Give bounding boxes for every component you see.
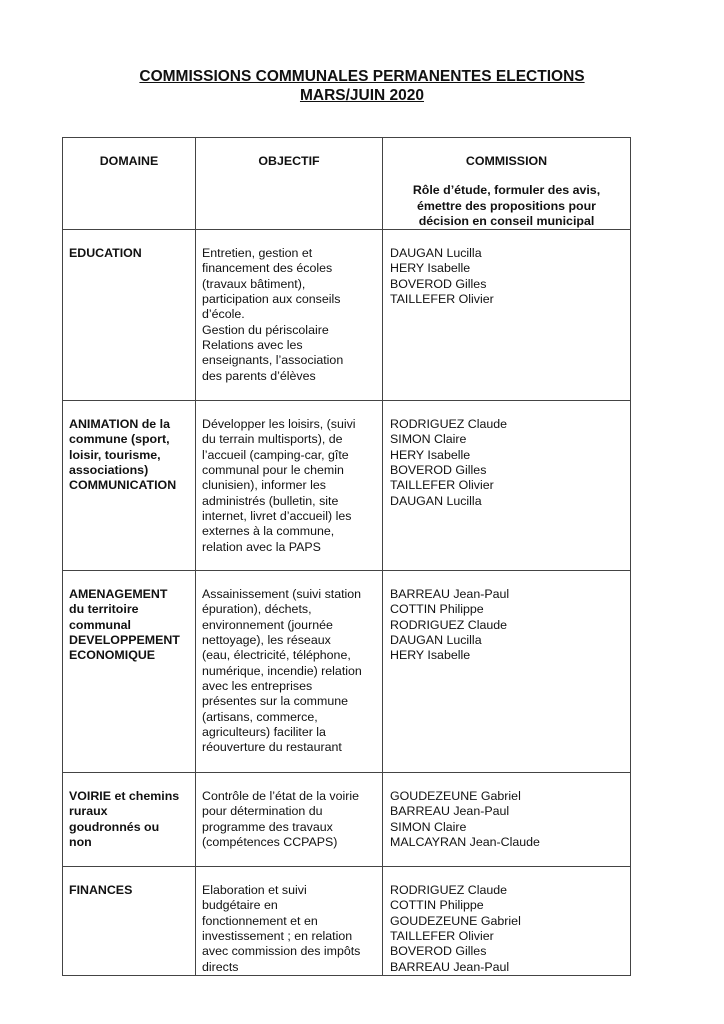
table-header-row [63, 138, 631, 230]
text-line: ECONOMIQUE [69, 648, 156, 663]
text-line: agriculteurs) faciliter la [202, 724, 326, 739]
cell-objectif-content [196, 401, 382, 555]
text-line: (artisans, commerce, [202, 709, 318, 724]
member-name: MALCAYRAN Jean-Claude [390, 835, 540, 850]
text-line: du territoire [69, 602, 139, 617]
text-line: fonctionnement et en [202, 913, 318, 928]
member-name: RODRIGUEZ Claude [390, 417, 508, 432]
member-name: RODRIGUEZ Claude [390, 617, 508, 632]
cell-domaine [63, 571, 196, 773]
member-name: HERY Isabelle [390, 447, 471, 462]
cell-membres [383, 230, 631, 401]
table-row [63, 571, 631, 773]
cell-domaine [63, 867, 196, 976]
text-line: ANIMATION de la [69, 417, 170, 432]
cell-membres-content [383, 571, 630, 663]
member-name: BOVEROD Gilles [390, 276, 487, 291]
text-line: présentes sur la commune [202, 694, 349, 709]
text-line: d’école. [202, 307, 245, 322]
text-line: associations) [69, 463, 149, 478]
member-name: BOVEROD Gilles [390, 944, 487, 959]
text-line: AMENAGEMENT [69, 587, 168, 602]
member-name: TAILLEFER Olivier [390, 929, 494, 944]
cell-objectif [196, 571, 383, 773]
cell-domaine [63, 773, 196, 867]
member-name: DAUGAN Lucilla [390, 633, 482, 648]
text-line: internet, livret d’accueil) les [202, 508, 352, 523]
header-objectif: OBJECTIF [196, 138, 383, 230]
text-line: Relations avec les [202, 337, 303, 352]
document-title-line-1: COMMISSIONS COMMUNALES PERMANENTES ELECTIONS [139, 68, 585, 85]
header-commission-role [383, 183, 630, 229]
text-line: enseignants, l’association [202, 353, 344, 368]
cell-objectif-content [196, 230, 382, 384]
role-line: Rôle d’étude, formuler des avis, [412, 183, 601, 198]
cell-domaine-content [63, 867, 195, 898]
table-row [63, 867, 631, 976]
cell-objectif [196, 773, 383, 867]
text-line: Entretien, gestion et [202, 246, 313, 261]
text-line: participation aux conseils [202, 292, 341, 307]
member-name: COTTIN Philippe [390, 898, 484, 913]
text-line: loisir, tourisme, [69, 447, 161, 462]
cell-membres [383, 571, 631, 773]
text-line: (compétences CCPAPS) [202, 835, 338, 850]
member-name: GOUDEZEUNE Gabriel [390, 789, 521, 804]
table-row [63, 401, 631, 571]
text-line: réouverture du restaurant [202, 740, 342, 755]
text-line: externes à la commune, [202, 524, 335, 539]
member-name: DAUGAN Lucilla [390, 246, 482, 261]
text-line: du terrain multisports), de [202, 432, 343, 447]
member-name: TAILLEFER Olivier [390, 292, 494, 307]
cell-domaine-content [63, 571, 195, 663]
text-line: non [69, 835, 92, 850]
text-line: programme des travaux [202, 819, 333, 834]
cell-membres-content [383, 773, 630, 850]
text-line: Contrôle de l’état de la voirie [202, 789, 360, 804]
text-line: relation avec la PAPS [202, 539, 321, 554]
cell-membres [383, 401, 631, 571]
role-line: émettre des propositions pour [417, 198, 596, 213]
header-domaine: DOMAINE [63, 138, 196, 230]
text-line: Elaboration et suivi [202, 883, 307, 898]
cell-domaine [63, 401, 196, 571]
member-name: SIMON Claire [390, 819, 467, 834]
text-line: communal [69, 617, 131, 632]
text-line: commune (sport, [69, 432, 170, 447]
text-line: avec les entreprises [202, 678, 313, 693]
cell-membres [383, 867, 631, 976]
member-name: GOUDEZEUNE Gabriel [390, 913, 521, 928]
text-line: investissement ; en relation [202, 929, 353, 944]
cell-domaine-content [63, 230, 195, 261]
text-line: Développer les loisirs, (suivi [202, 417, 356, 432]
cell-membres-content [383, 230, 630, 307]
member-name: BOVEROD Gilles [390, 463, 487, 478]
member-name: BARREAU Jean-Paul [390, 587, 510, 602]
cell-domaine [63, 230, 196, 401]
table-row [63, 230, 631, 401]
commissions-table [62, 137, 631, 976]
text-line: l’accueil (camping-car, gîte [202, 447, 349, 462]
text-line: goudronnés ou [69, 819, 160, 834]
text-line: (travaux bâtiment), [202, 276, 306, 291]
text-line: des parents d’élèves [202, 368, 316, 383]
text-line: environnement (journée [202, 617, 333, 632]
member-name: HERY Isabelle [390, 261, 471, 276]
text-line: COMMUNICATION [69, 478, 177, 493]
member-name: TAILLEFER Olivier [390, 478, 494, 493]
cell-domaine-content [63, 401, 195, 493]
text-line: Assainissement (suivi station [202, 587, 362, 602]
text-line: EDUCATION [69, 246, 142, 261]
text-line: nettoyage), les réseaux [202, 633, 331, 648]
text-line: DEVELOPPEMENT [69, 633, 180, 648]
member-name: BARREAU Jean-Paul [390, 959, 510, 974]
cell-domaine-content [63, 773, 195, 850]
member-name: BARREAU Jean-Paul [390, 804, 510, 819]
text-line: budgétaire en [202, 898, 278, 913]
cell-objectif [196, 401, 383, 571]
role-line: décision en conseil municipal [418, 213, 595, 228]
text-line: pour détermination du [202, 804, 323, 819]
cell-membres-content [383, 867, 630, 975]
member-name: DAUGAN Lucilla [390, 493, 482, 508]
member-name: RODRIGUEZ Claude [390, 883, 508, 898]
document-title [0, 67, 724, 105]
text-line: ruraux [69, 804, 108, 819]
member-name: SIMON Claire [390, 432, 467, 447]
text-line: (eau, électricité, téléphone, [202, 648, 351, 663]
text-line: directs [202, 959, 239, 974]
cell-objectif [196, 230, 383, 401]
text-line: avec commission des impôts [202, 944, 361, 959]
cell-objectif-content [196, 773, 382, 850]
table-row [63, 773, 631, 867]
cell-objectif [196, 867, 383, 976]
text-line: FINANCES [69, 883, 133, 898]
cell-objectif-content [196, 867, 382, 975]
member-name: HERY Isabelle [390, 648, 471, 663]
text-line: numérique, incendie) relation [202, 663, 362, 678]
text-line: financement des écoles [202, 261, 333, 276]
cell-membres [383, 773, 631, 867]
text-line: communal pour le chemin [202, 463, 344, 478]
header-commission [383, 138, 631, 230]
cell-membres-content [383, 401, 630, 509]
cell-objectif-content [196, 571, 382, 755]
document-title-line-2: MARS/JUIN 2020 [299, 87, 425, 104]
text-line: clunisien), informer les [202, 478, 326, 493]
text-line: épuration), déchets, [202, 602, 312, 617]
table-body [63, 230, 631, 976]
header-commission-label: COMMISSION [465, 154, 548, 168]
text-line: Gestion du périscolaire [202, 322, 329, 337]
text-line: VOIRIE et chemins [69, 789, 180, 804]
member-name: COTTIN Philippe [390, 602, 484, 617]
text-line: administrés (bulletin, site [202, 493, 339, 508]
